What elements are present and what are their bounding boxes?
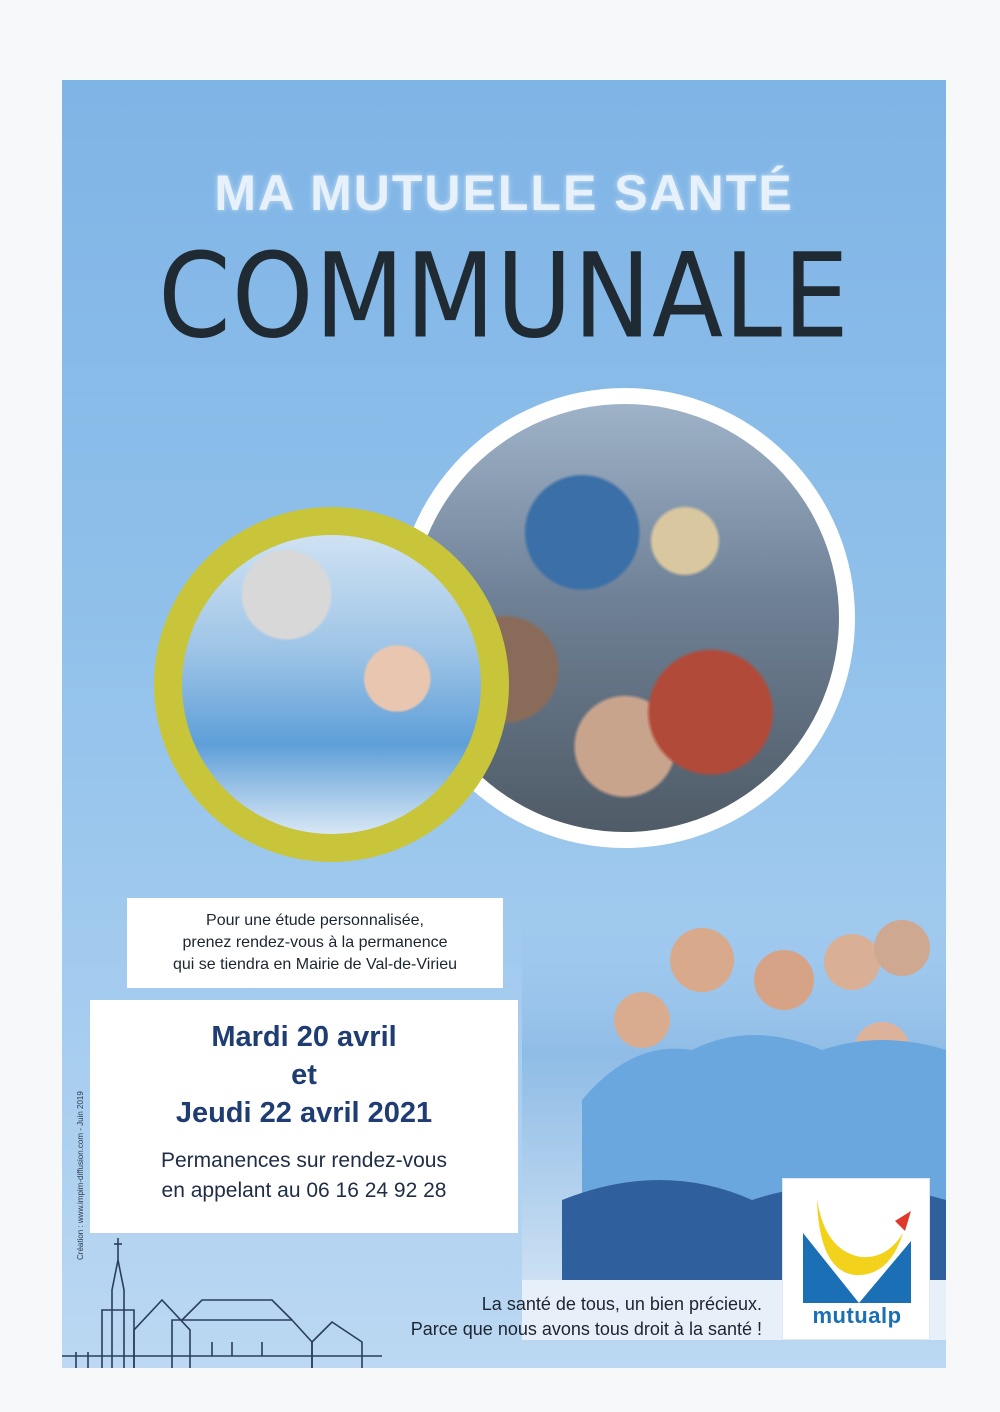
headline-main: COMMUNALE bbox=[158, 227, 850, 365]
slogan bbox=[302, 1292, 762, 1342]
slogan-line-2: Parce que nous avons tous droit à la santé ! bbox=[410, 1319, 762, 1339]
date-2: Jeudi 22 avril 2021 bbox=[175, 1097, 433, 1129]
info-line-1: Pour une étude personnalisée, bbox=[206, 912, 424, 929]
slogan-line-1: La santé de tous, un bien précieux. bbox=[481, 1294, 762, 1314]
mutualp-logo-name: mutualp bbox=[812, 1303, 902, 1328]
info-line-2: prenez rendez-vous à la permanence bbox=[182, 934, 448, 951]
headline-top: MA MUTUELLE SANTÉ bbox=[214, 165, 794, 221]
date-conjunction: et bbox=[291, 1059, 317, 1091]
design-credit: Création : www.impim-diffusion.com - Juin 2019 bbox=[76, 1091, 85, 1260]
date-1: Mardi 20 avril bbox=[211, 1021, 397, 1053]
dates-box bbox=[90, 1000, 518, 1233]
mutualp-logo-mark bbox=[799, 1193, 915, 1303]
dentist-photo bbox=[182, 535, 481, 834]
appointment-note-2: en appelant au 06 16 24 92 28 bbox=[161, 1179, 447, 1202]
poster bbox=[62, 80, 946, 1368]
appointment-note-1: Permanences sur rendez-vous bbox=[161, 1149, 447, 1172]
appointment-info-box bbox=[127, 898, 503, 988]
dentist-photo-frame bbox=[154, 507, 509, 862]
mutualp-logo bbox=[782, 1178, 930, 1340]
info-line-3: qui se tiendra en Mairie de Val-de-Virieu bbox=[172, 956, 457, 973]
